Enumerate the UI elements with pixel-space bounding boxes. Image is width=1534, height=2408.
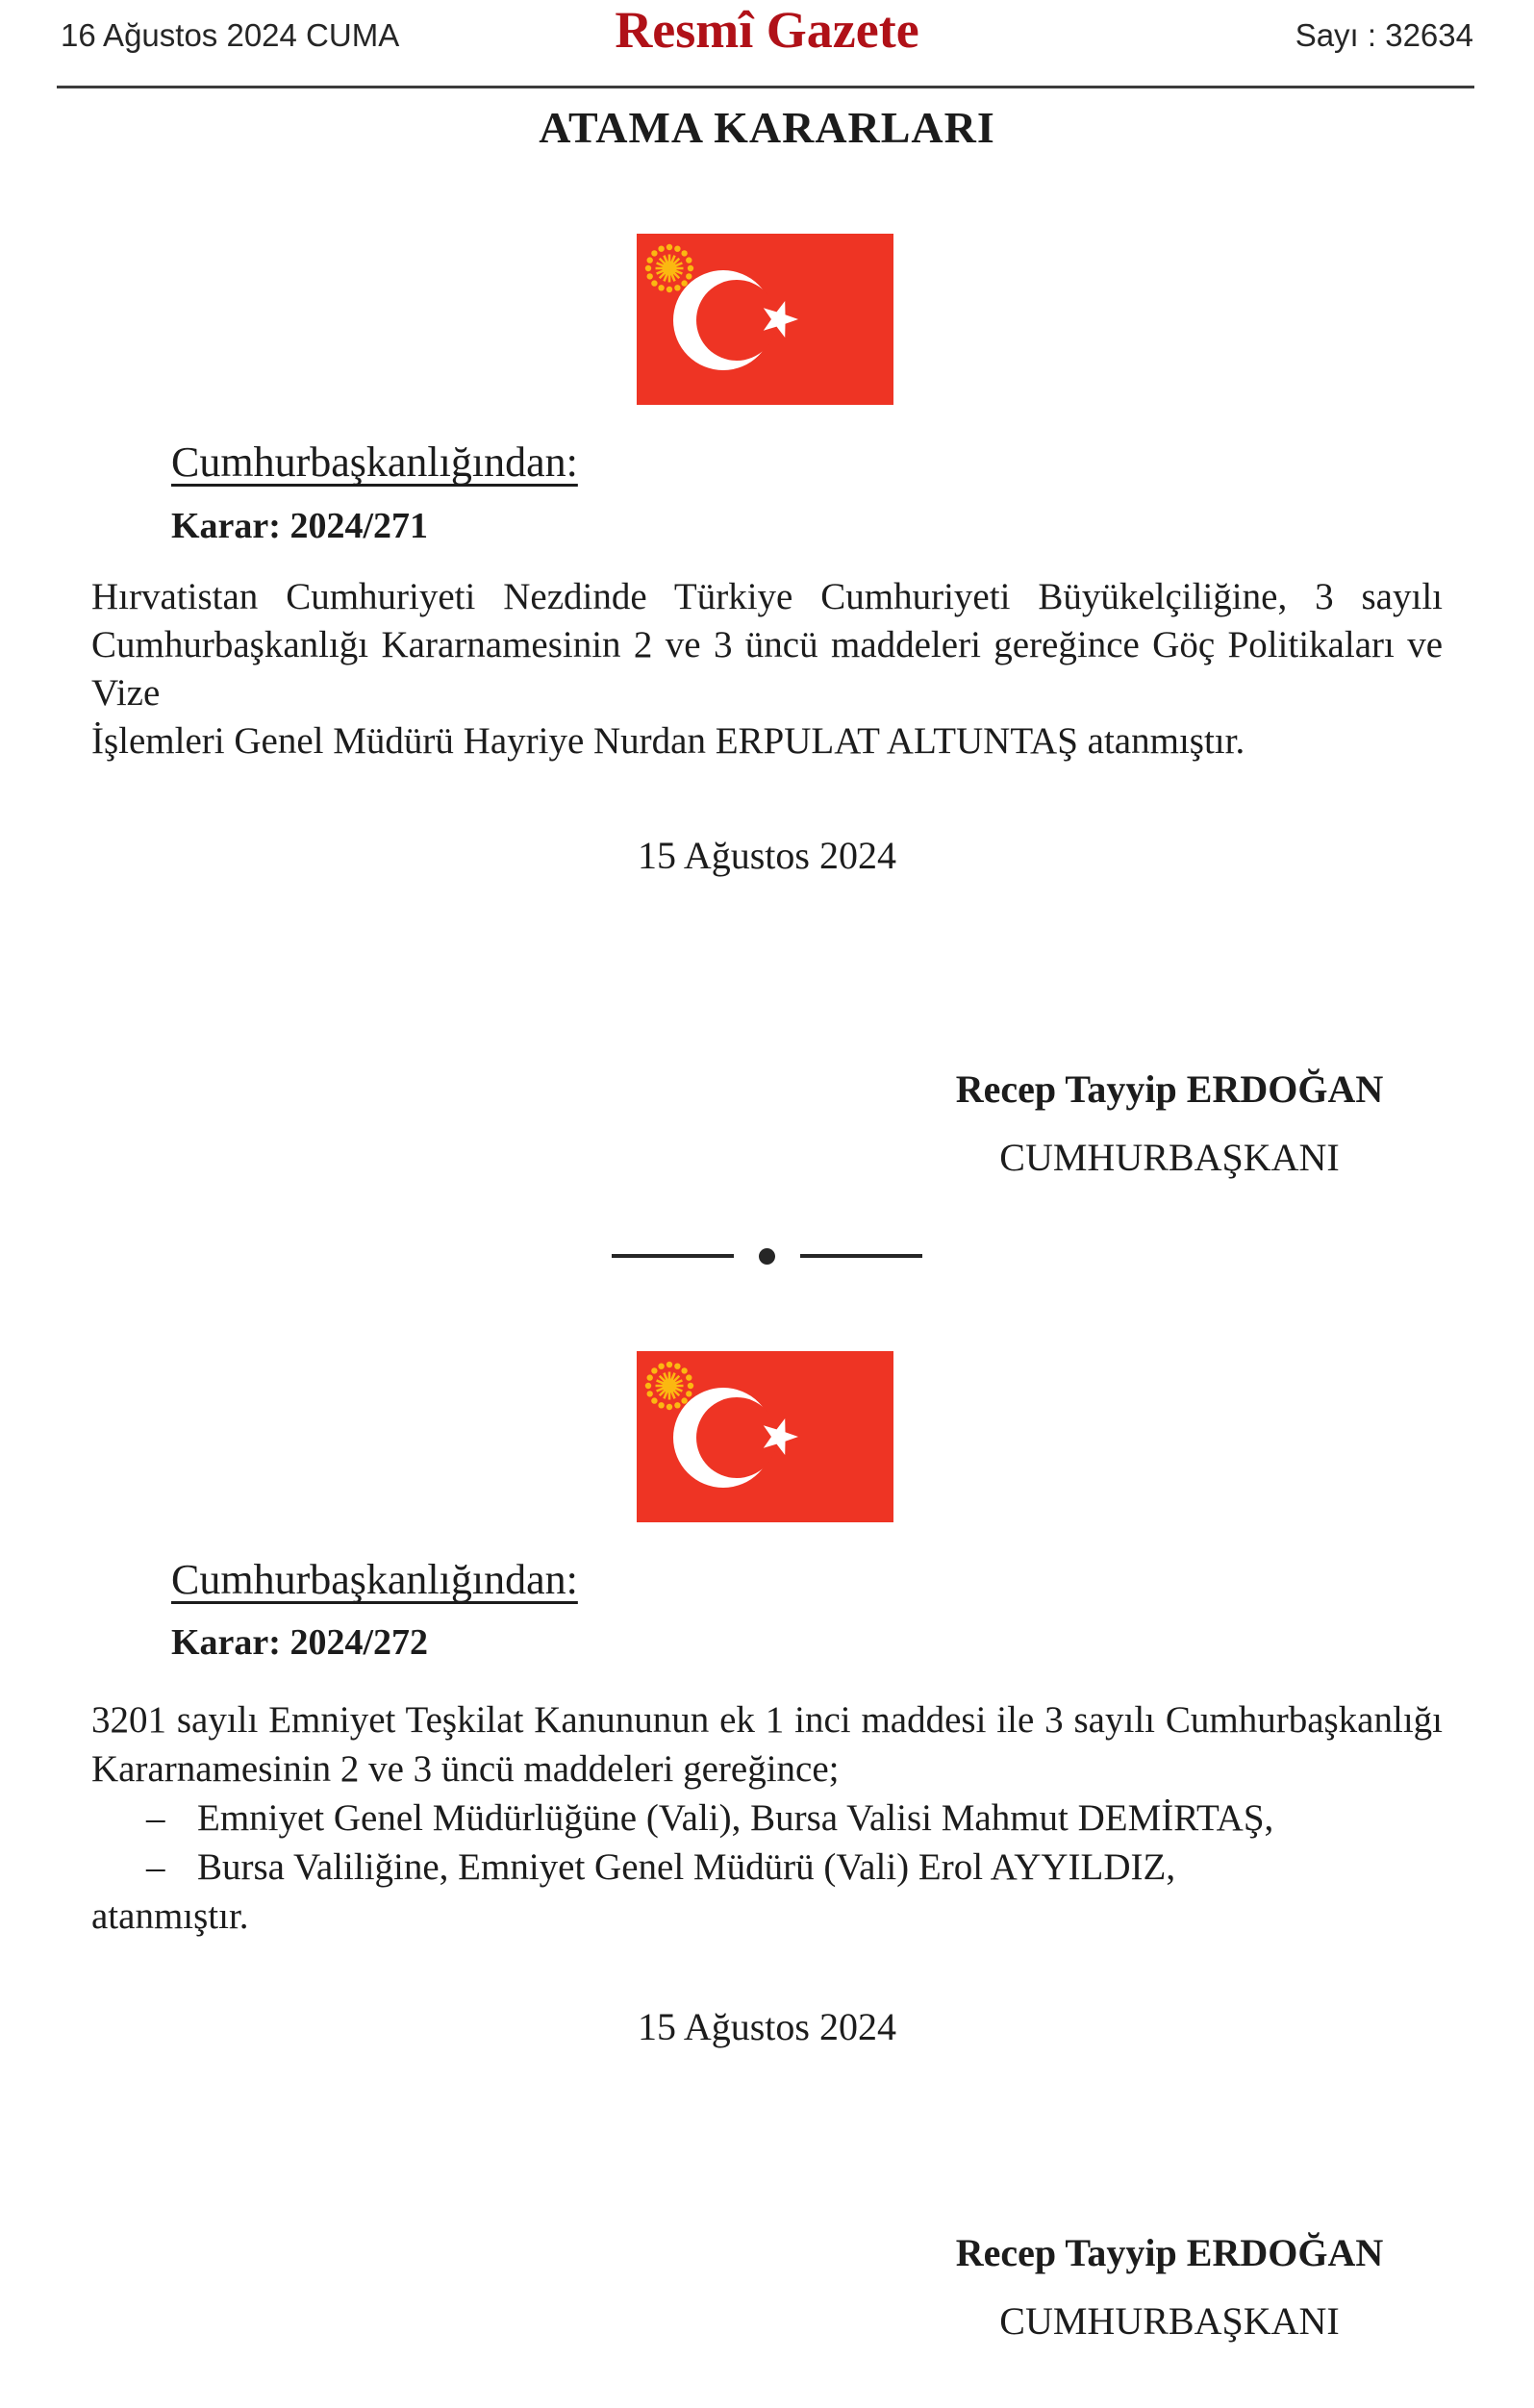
section-separator [0,1242,1534,1269]
appointment-text: Bursa Valiliğine, Emniyet Genel Müdürü (Vali) Erol AYYILDIZ, [197,1846,1176,1888]
decree-body-line: İşlemleri Genel Müdürü Hayriye Nurdan ERPULAT ALTUNTAŞ atanmıştır. [91,720,1245,762]
decree-body-line: Hırvatistan Cumhuriyeti Nezdinde Türkiye Cumhuriyeti Büyükelçiliğine, 3 sayılı [91,576,1443,617]
crescent-inner [696,280,777,361]
appointment-list-item [91,1793,1443,1843]
header-divider [57,86,1474,88]
presidential-flag-image [637,1351,893,1522]
crescent-inner [696,1397,777,1478]
separator-dot [759,1248,775,1265]
decree-date: 15 Ağustos 2024 [638,834,896,877]
decree-source-heading: Cumhurbaşkanlığından: [171,1556,578,1603]
decision-number: Karar: 2024/271 [171,506,429,546]
signature-name: Recep Tayyip ERDOĞAN [955,1067,1384,1111]
appointment-text: Emniyet Genel Müdürlüğüne (Vali), Bursa Valisi Mahmut DEMİRTAŞ, [197,1797,1274,1839]
presidential-flag-image [637,234,893,405]
decree-body [91,573,1443,765]
signature-name: Recep Tayyip ERDOĞAN [955,2231,1384,2274]
appointment-list-item [91,1843,1443,1892]
signature-block [894,2231,1445,2344]
gazette-title: Resmî Gazete [615,1,919,59]
dash-bullet: – [146,1846,165,1888]
decree-closing: atanmıştır. [91,1895,249,1937]
decree-body-line: Cumhurbaşkanlığı Kararnamesinin 2 ve 3 üncü maddeleri gereğince Göç Politikaları ve Vize [91,624,1443,714]
decree-body [91,1695,1443,1941]
signature-block [894,1067,1445,1180]
dash-bullet: – [146,1797,165,1839]
sun-rays [656,1372,684,1400]
sun-rays [656,255,684,283]
decree-date: 15 Ağustos 2024 [638,2005,896,2048]
decree-body-line: 3201 sayılı Emniyet Teşkilat Kanununun ek 1 inci maddesi ile 3 sayılı Cumhurbaşkanlığı [91,1699,1443,1741]
issue-date: 16 Ağustos 2024 CUMA [61,17,400,53]
separator-line [612,1254,734,1258]
decision-number: Karar: 2024/272 [171,1622,429,1663]
decree-source-heading: Cumhurbaşkanlığından: [171,439,578,486]
issue-number: Sayı : 32634 [1295,17,1473,53]
signature-title: CUMHURBAŞKANI [999,2299,1340,2343]
decree-body-line: Kararnamesinin 2 ve 3 üncü maddeleri gereğince; [91,1748,840,1790]
signature-title: CUMHURBAŞKANI [999,1136,1340,1179]
page-title: ATAMA KARARLARI [539,103,995,152]
separator-line [800,1254,922,1258]
